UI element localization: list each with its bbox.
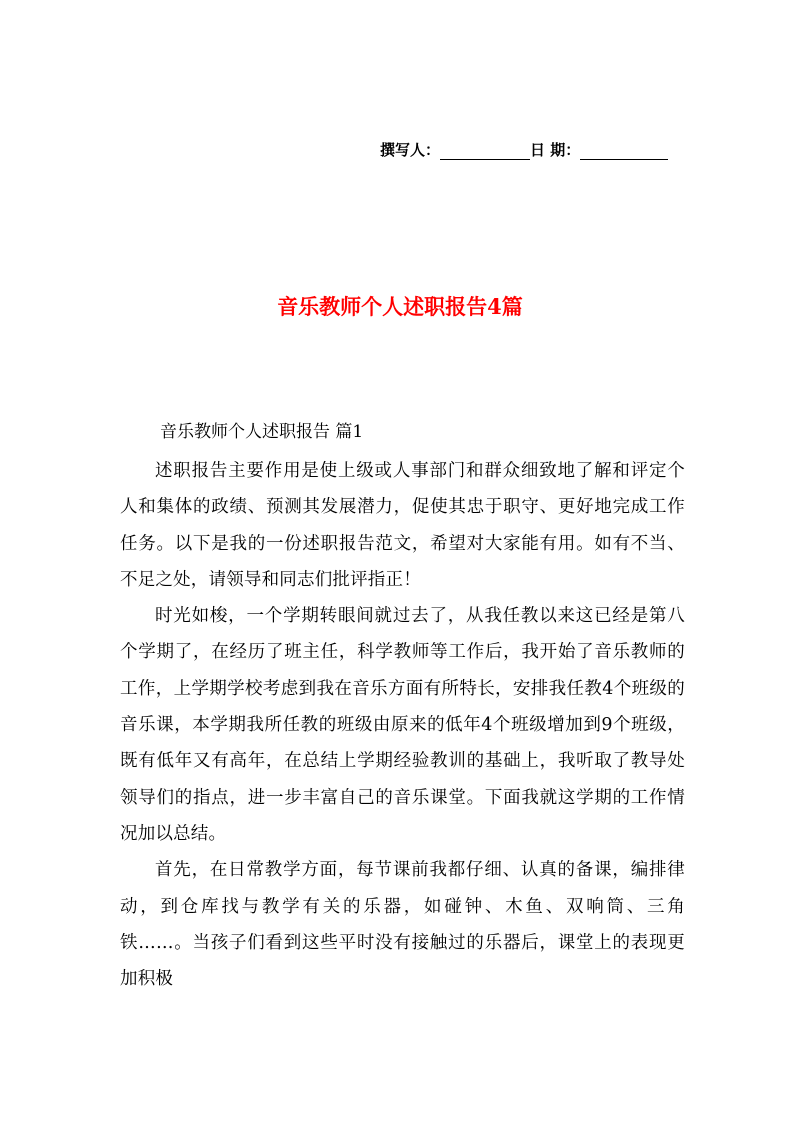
paragraph-3: 首先，在日常教学方面，每节课前我都仔细、认真的备课，编排律动，到仓库找与教学有关的乐器，如碰钟、木鱼、双响筒、三角铁……。当孩子们看到这些平时没有接触过的乐器后，课堂上的表现更加积极 [120,860,685,990]
author-date-line [380,140,700,160]
paragraph-2: 时光如梭，一个学期转眼间就过去了，从我任教以来这已经是第八个学期了，在经历了班主任，科学教师等工作后，我开始了音乐教师的工作，上学期学校考虑到我在音乐方面有所特长，安排我任教4个班级的音乐课，本学期我所任教的班级由原来的低年4个班级增加到9个班级，既有低年又有高年，在总结上学期经验教训的基础上，我听取了教导处领导们的指点，进一步丰富自己的音乐课堂。下面我就这学期的工作情况加以总结。 [120,606,685,844]
body-text [120,453,685,997]
document-title: 音乐教师个人述职报告4篇 [277,294,523,319]
section-heading: 音乐教师个人述职报告 篇1 [160,422,364,442]
date-label: 日 期： [530,141,581,159]
author-blank [440,143,530,160]
author-label: 撰写人： [380,141,441,159]
date-blank [580,143,668,160]
paragraph-1: 述职报告主要作用是使上级或人事部门和群众细致地了解和评定个人和集体的政绩、预测其发展潜力，促使其忠于职守、更好地完成工作任务。以下是我的一份述职报告范文，希望对大家能有用。如有不当、不足之处，请领导和同志们批评指正！ [120,461,685,590]
